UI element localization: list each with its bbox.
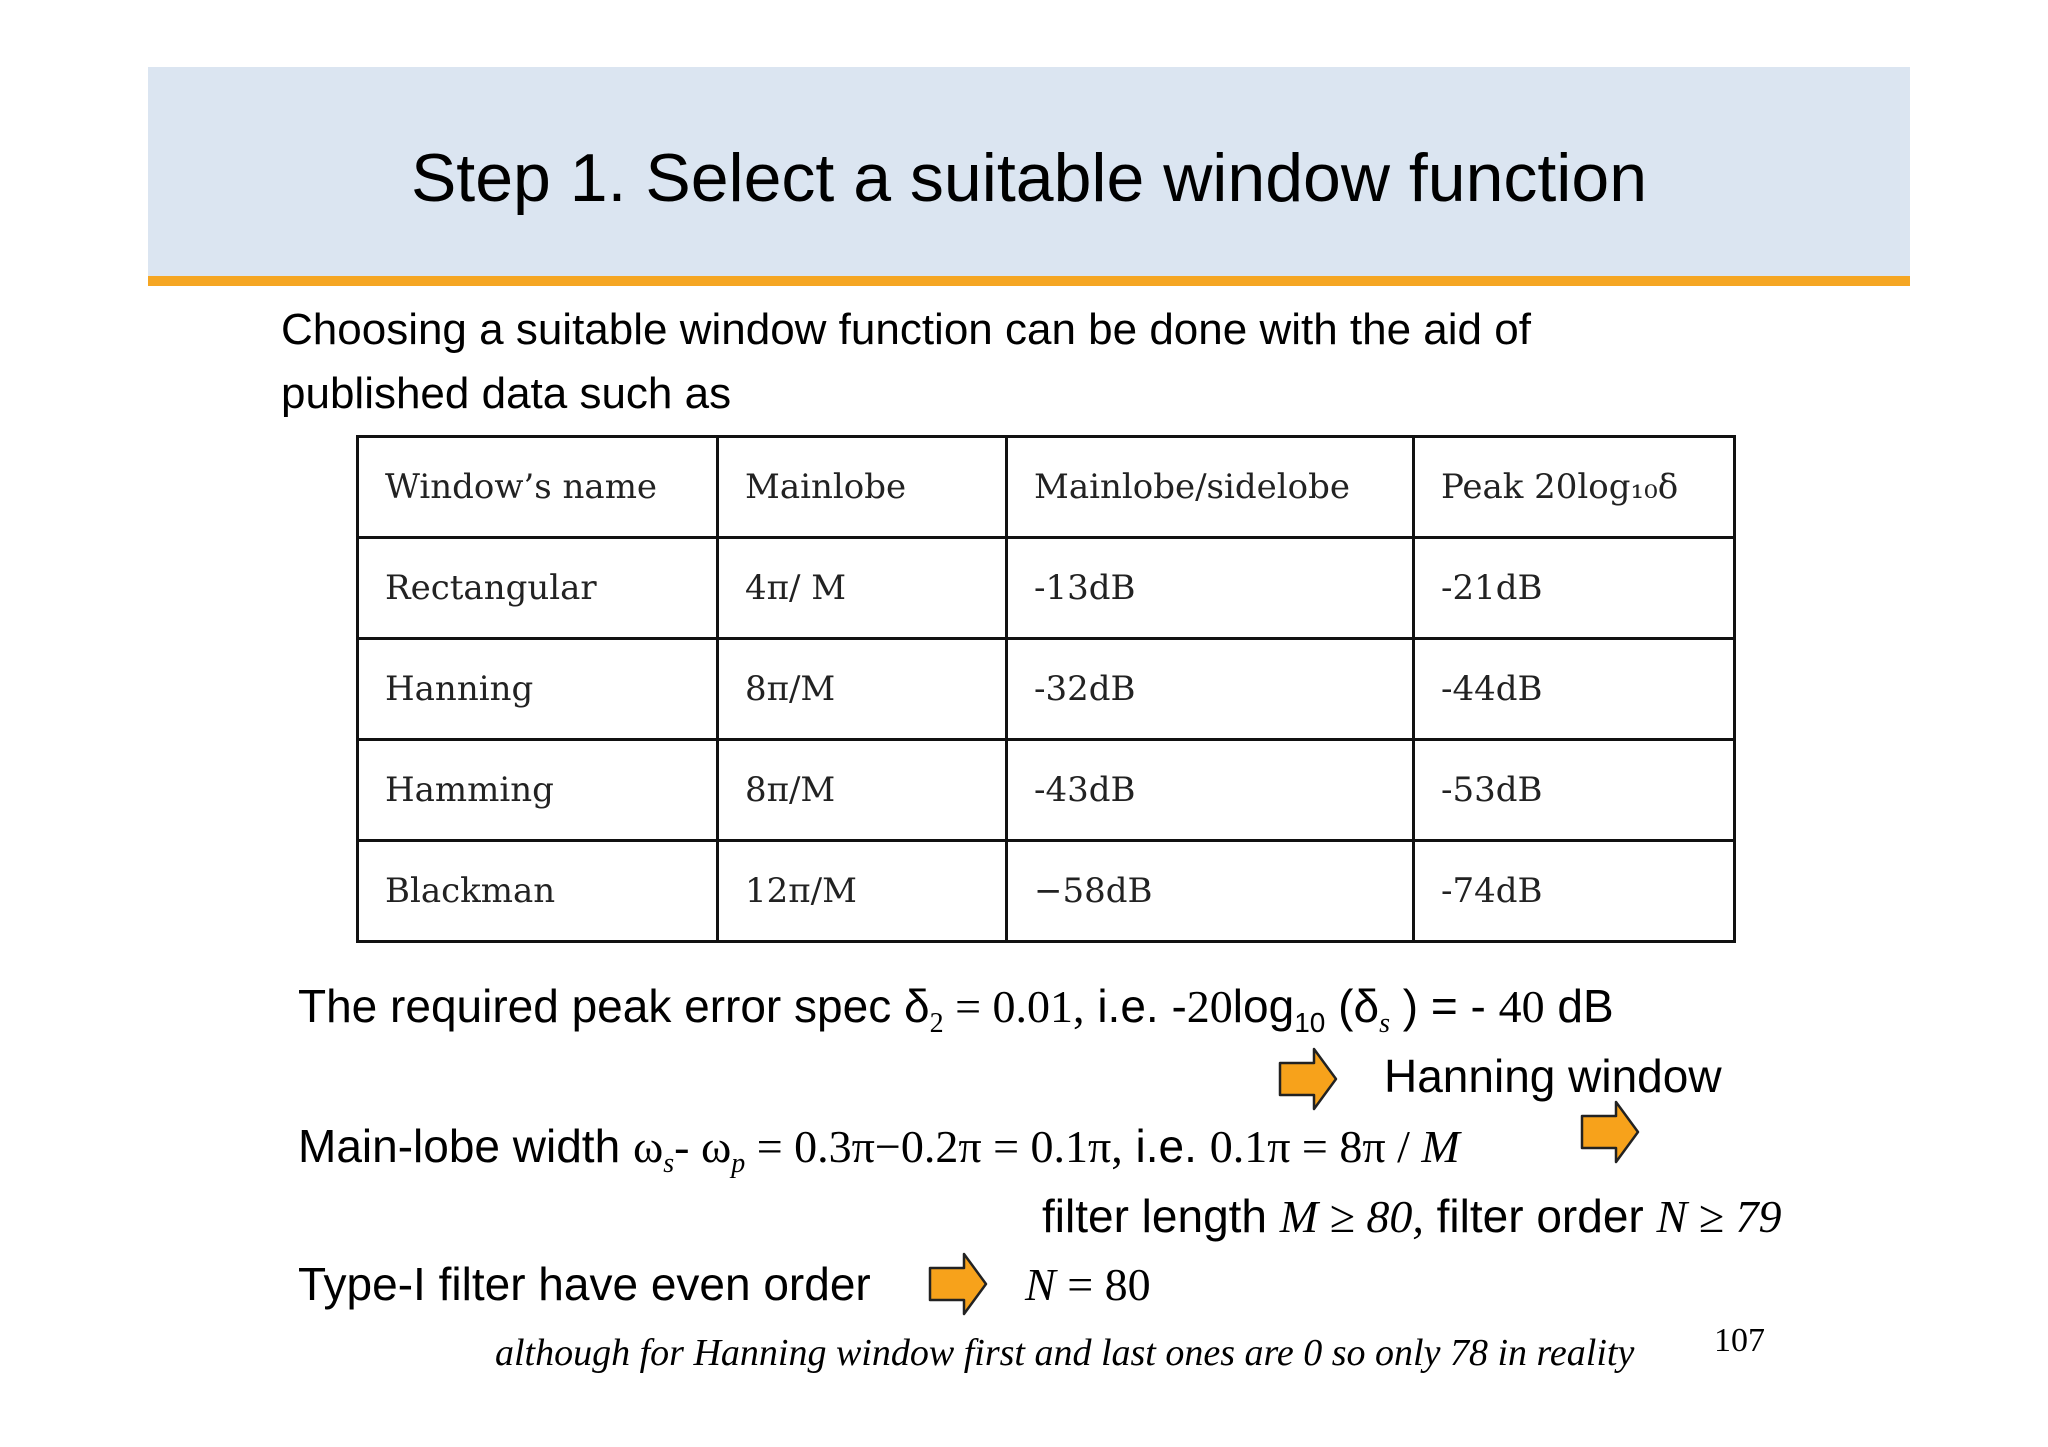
table-cell: -13dB [1007, 538, 1414, 639]
mainlobe-sub-p: p [731, 1148, 746, 1180]
peak-close: ) = - [1389, 980, 1499, 1032]
peak-error-line [298, 978, 1614, 1052]
footnote: although for Hanning window first and last ones are 0 so only 78 in reality [495, 1332, 1635, 1374]
table-cell: -21dB [1414, 538, 1735, 639]
table-cell: -53dB [1414, 740, 1735, 841]
peak-eq: = 0.01, [943, 981, 1085, 1032]
mainlobe-sub-s: s [663, 1148, 675, 1180]
table-header-row [358, 437, 1735, 538]
table-row [358, 841, 1735, 942]
order-result [1025, 1256, 1151, 1313]
type-i-label: Type-I filter have even order [298, 1258, 871, 1310]
table-cell: -74dB [1414, 841, 1735, 942]
intro-line-1: Choosing a suitable window function can be done with the aid of [281, 305, 1531, 354]
peak-log: log [1232, 980, 1295, 1032]
peak-forty: 40 [1498, 981, 1545, 1032]
table-cell: 8π/M [718, 740, 1007, 841]
slide-title: Step 1. Select a suitable window function [410, 140, 1648, 216]
mainlobe-label: Main-lobe width [298, 1120, 633, 1172]
window-table [356, 435, 1736, 943]
peak-open: (δ [1325, 980, 1380, 1032]
header-cell: Peak 20log₁₀δ [1414, 437, 1735, 538]
right-arrow-icon [1278, 1047, 1338, 1111]
page-number: 107 [1714, 1322, 1765, 1359]
filter-length-cond: M ≥ 80, [1279, 1191, 1424, 1242]
table-cell: -43dB [1007, 740, 1414, 841]
table-cell: Hamming [358, 740, 718, 841]
table-cell: Rectangular [358, 538, 718, 639]
peak-sub-10: 10 [1294, 1007, 1326, 1039]
header-cell: Window’s name [358, 437, 718, 538]
table-cell: −58dB [1007, 841, 1414, 942]
filter-order-label: filter order [1423, 1190, 1657, 1242]
mainlobe-minus-omega: - ω [674, 1121, 732, 1172]
table-cell: 4π/ M [718, 538, 1007, 639]
peak-prefix: The required peak error spec δ [298, 980, 930, 1032]
table-cell: 12π/M [718, 841, 1007, 942]
filter-length-line [1042, 1188, 1781, 1245]
peak-sub-s: s [1379, 1008, 1390, 1040]
table-row [358, 538, 1735, 639]
filter-length-label: filter length [1042, 1190, 1280, 1242]
right-arrow-icon [1580, 1100, 1640, 1164]
mainlobe-expr2: 0.1π = 8π / [1209, 1121, 1422, 1172]
peak-db: dB [1544, 980, 1614, 1032]
mainlobe-ie: i.e. [1122, 1120, 1210, 1172]
table-cell: Blackman [358, 841, 718, 942]
table-cell: -44dB [1414, 639, 1735, 740]
mainlobe-expr: = 0.3π−0.2π = 0.1π, [745, 1121, 1123, 1172]
right-arrow-icon [928, 1252, 988, 1316]
peak-ie: i.e. - [1084, 980, 1187, 1032]
header-cell: Mainlobe/sidelobe [1007, 437, 1414, 538]
header-cell: Mainlobe [718, 437, 1007, 538]
peak-twenty: 20 [1186, 981, 1233, 1032]
table-cell: Hanning [358, 639, 718, 740]
order-eq: = 80 [1055, 1259, 1151, 1310]
table-row [358, 639, 1735, 740]
result-window-label: Hanning window [1384, 1050, 1722, 1102]
mainlobe-M: M [1421, 1121, 1460, 1172]
order-N: N [1025, 1259, 1056, 1310]
title-underline [148, 276, 1910, 286]
window-comparison-table [356, 435, 1736, 943]
mainlobe-width-line [298, 1118, 1460, 1192]
filter-order-cond: N ≥ 79 [1656, 1191, 1782, 1242]
peak-sub-2: 2 [929, 1008, 944, 1040]
table-cell: -32dB [1007, 639, 1414, 740]
mainlobe-omega-s: ω [632, 1121, 664, 1172]
table-cell: 8π/M [718, 639, 1007, 740]
intro-line-2: published data such as [281, 369, 732, 418]
table-row [358, 740, 1735, 841]
